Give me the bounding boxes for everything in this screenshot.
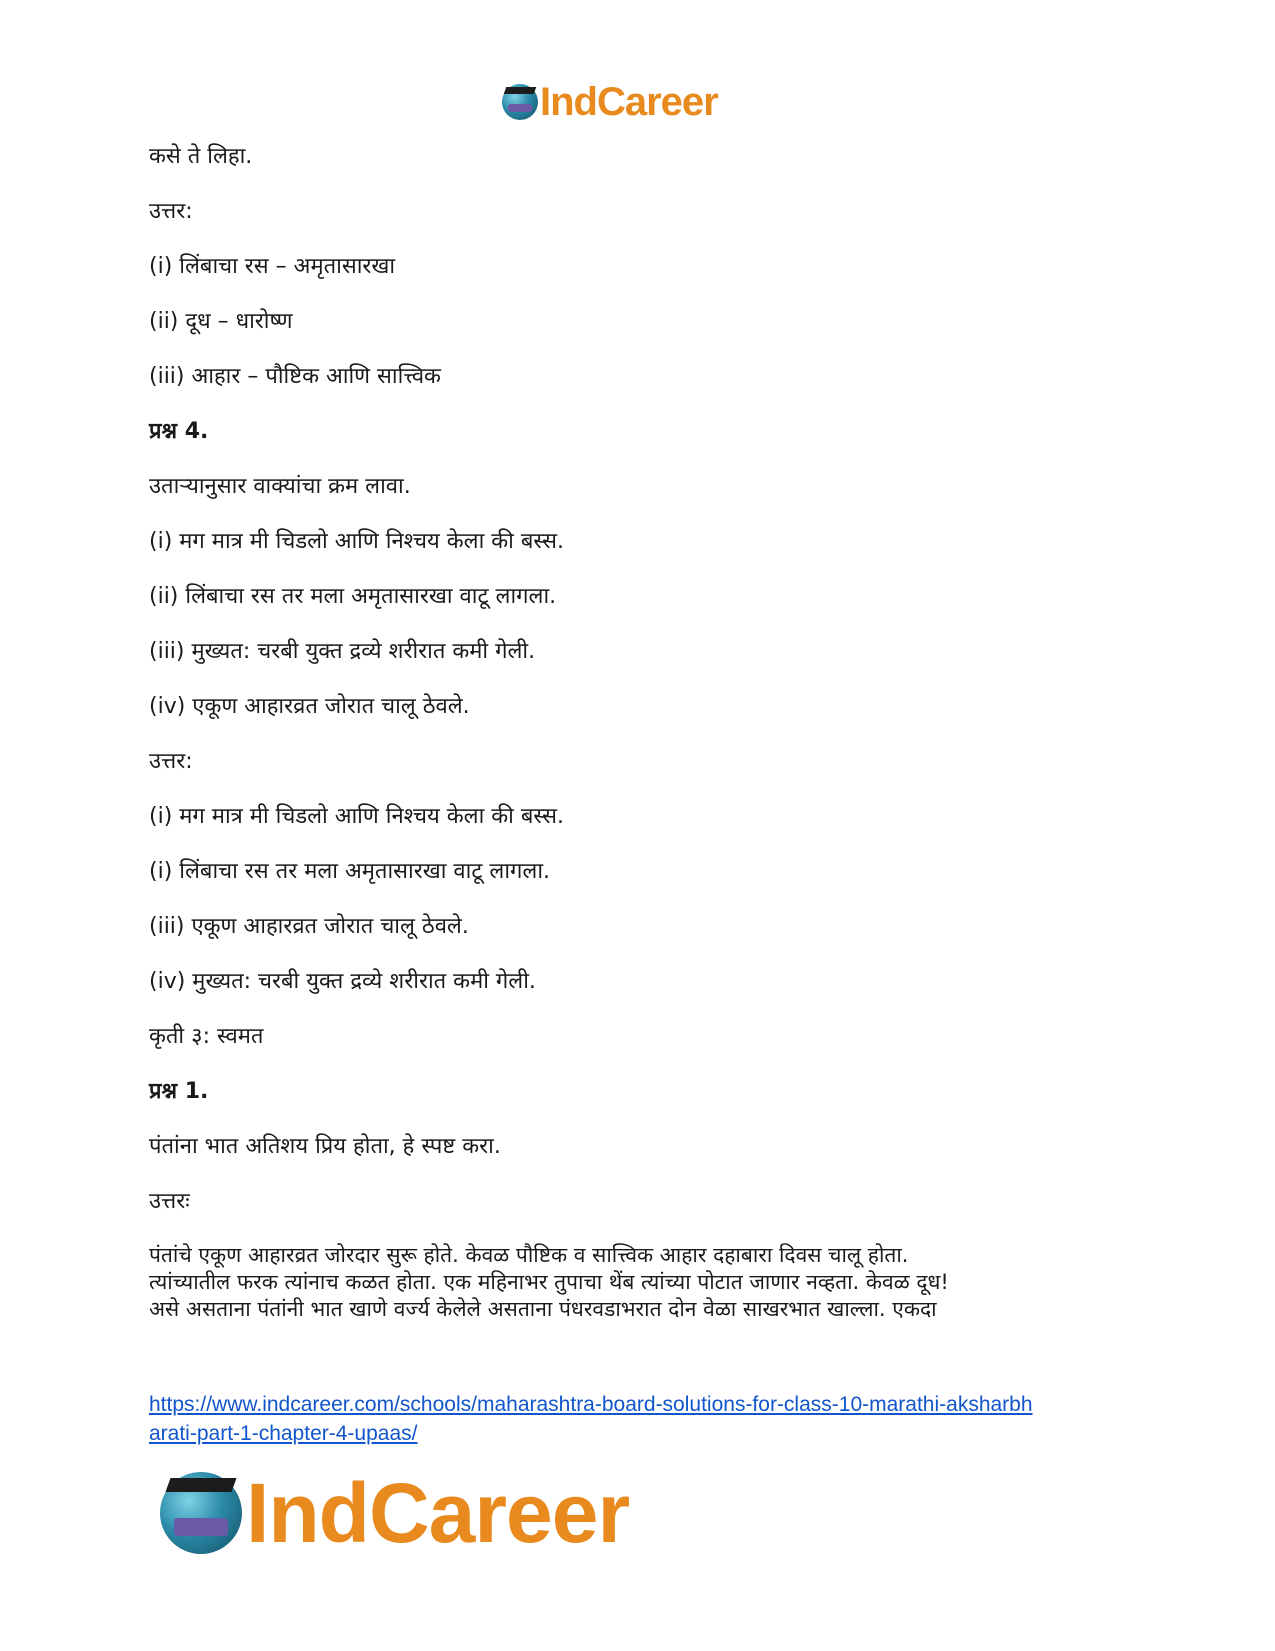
answer-item: (iii) एकूण आहारव्रत जोरात चालू ठेवले. bbox=[149, 914, 469, 939]
indcareer-logo-top bbox=[502, 80, 718, 124]
indcareer-logo-bottom bbox=[160, 1468, 629, 1558]
paragraph-line: पंतांचे एकूण आहारव्रत जोरदार सुरू होते. केवळ पौष्टिक व सात्त्विक आहार दहाबारा दिवस चालू होता. bbox=[149, 1243, 909, 1267]
question-heading: प्रश्न 1. bbox=[149, 1079, 209, 1104]
globe-graduate-icon bbox=[160, 1472, 242, 1554]
question-text: उताऱ्यानुसार वाक्यांचा क्रम लावा. bbox=[149, 474, 411, 499]
question-item: (i) मग मात्र मी चिडलो आणि निश्चय केला की बस्स. bbox=[149, 529, 565, 554]
paragraph-line: त्यांच्यातील फरक त्यांनाच कळत होता. एक महिनाभर तुपाचा थेंब त्यांच्या पोटात जाणार नव्हता. केवळ दूध! bbox=[149, 1270, 949, 1294]
answer-item: (i) लिंबाचा रस – अमृतासारखा bbox=[149, 254, 396, 279]
question-item: (ii) लिंबाचा रस तर मला अमृतासारखा वाटू लागला. bbox=[149, 584, 557, 609]
answer-paragraph bbox=[149, 1242, 1129, 1323]
answer-item: (ii) दूध – धारोष्ण bbox=[149, 309, 293, 334]
paragraph-line: असे असताना पंतांनी भात खाणे वर्ज्य केलेले असताना पंधरवडाभरात दोन वेळा साखरभात खाल्ला. एकदा bbox=[149, 1297, 937, 1321]
document-content bbox=[149, 142, 1129, 1323]
question-text: पंतांना भात अतिशय प्रिय होता, हे स्पष्ट करा. bbox=[149, 1134, 501, 1159]
logo-wordmark: IndCareer bbox=[246, 1466, 630, 1560]
url-line-1: https://www.indcareer.com/schools/maharashtra-board-solutions-for-class-10-marathi-aksharbh bbox=[149, 1393, 1033, 1416]
question-heading: प्रश्न 4. bbox=[149, 419, 209, 444]
logo-wordmark: IndCareer bbox=[540, 80, 718, 124]
answer-label: उत्तर: bbox=[149, 199, 193, 224]
answer-item: (i) मग मात्र मी चिडलो आणि निश्चय केला की बस्स. bbox=[149, 804, 565, 829]
text-line: कसे ते लिहा. bbox=[149, 144, 253, 169]
section-heading: कृती ३: स्वमत bbox=[149, 1024, 264, 1049]
question-item: (iii) मुख्यत: चरबी युक्त द्रव्ये शरीरात कमी गेली. bbox=[149, 639, 536, 664]
answer-item: (iii) आहार – पौष्टिक आणि सात्त्विक bbox=[149, 364, 441, 389]
url-line-2: arati-part-1-chapter-4-upaas/ bbox=[149, 1422, 418, 1445]
source-url-link[interactable] bbox=[149, 1390, 1149, 1448]
answer-item: (i) लिंबाचा रस तर मला अमृतासारखा वाटू लागला. bbox=[149, 859, 551, 884]
answer-item: (iv) मुख्यत: चरबी युक्त द्रव्ये शरीरात कमी गेली. bbox=[149, 969, 536, 994]
question-item: (iv) एकूण आहारव्रत जोरात चालू ठेवले. bbox=[149, 694, 470, 719]
globe-graduate-icon bbox=[502, 84, 538, 120]
answer-label: उत्तरः bbox=[149, 1189, 190, 1214]
answer-label: उत्तर: bbox=[149, 749, 193, 774]
